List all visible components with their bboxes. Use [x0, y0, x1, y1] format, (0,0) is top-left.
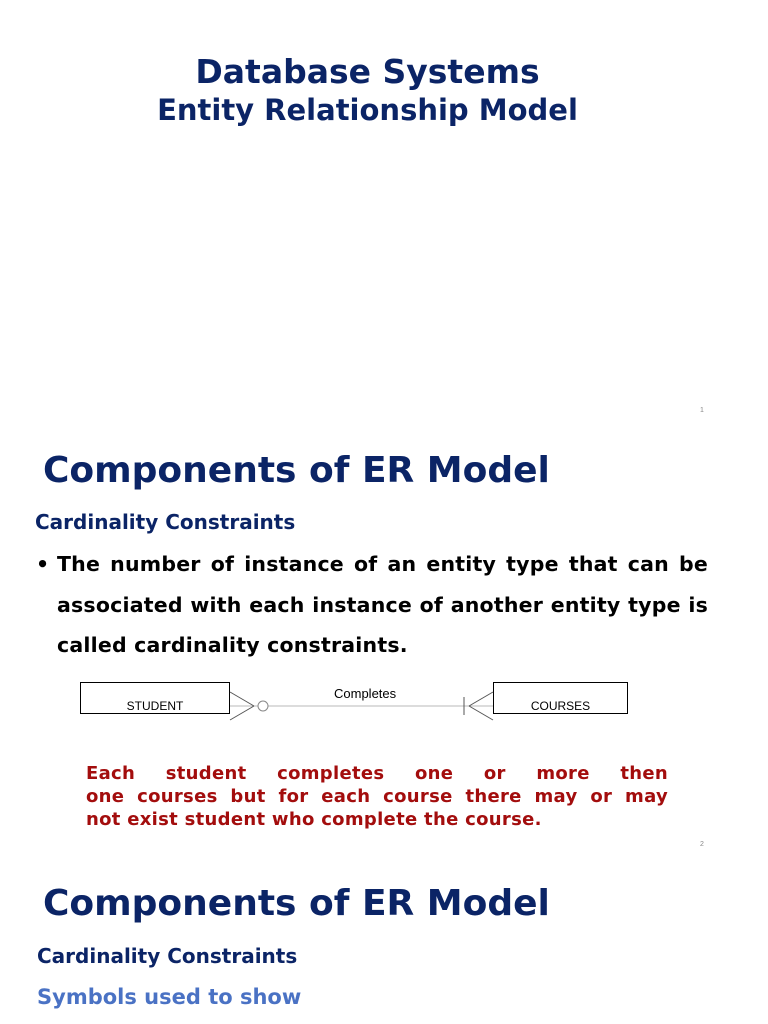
entity-courses-label: COURSES	[530, 699, 591, 713]
optional-circle-symbol	[258, 701, 268, 711]
relationship-label: Completes	[334, 686, 397, 701]
slide3-subheading: Symbols used to show	[37, 985, 302, 1009]
slide3-title: Components of ER Model	[43, 883, 550, 924]
crows-foot-courses-lower	[469, 706, 493, 720]
bullet-dot: •	[36, 552, 50, 576]
slide2-page-number: 2	[700, 841, 704, 848]
slide2-title: Components of ER Model	[43, 450, 550, 491]
slide1-title: Database Systems	[195, 52, 540, 91]
cardinality-note	[86, 762, 668, 831]
crows-foot-student-lower	[230, 706, 254, 720]
note-line-1: Each student completes one or more then	[86, 763, 668, 784]
slide2-bullet-text: The number of instance of an entity type that can be associated with each instance of another entity type is called cardinality constraints.	[57, 552, 708, 657]
slide1-subtitle: Entity Relationship Model	[157, 93, 578, 127]
note-line-2: one courses but for each course there may or may	[86, 786, 668, 807]
slide1-page-number: 1	[700, 407, 704, 414]
entity-courses	[493, 682, 628, 714]
slide2-subtitle: Cardinality Constraints	[35, 510, 296, 534]
crows-foot-courses-upper	[469, 692, 493, 706]
slide2-bullet	[36, 544, 708, 666]
entity-student-label: STUDENT	[126, 699, 184, 713]
note-line-3: not exist student who complete the course.	[86, 809, 542, 830]
entity-student	[80, 682, 230, 714]
slide3-subtitle: Cardinality Constraints	[37, 944, 298, 968]
crows-foot-student-upper	[230, 692, 254, 706]
